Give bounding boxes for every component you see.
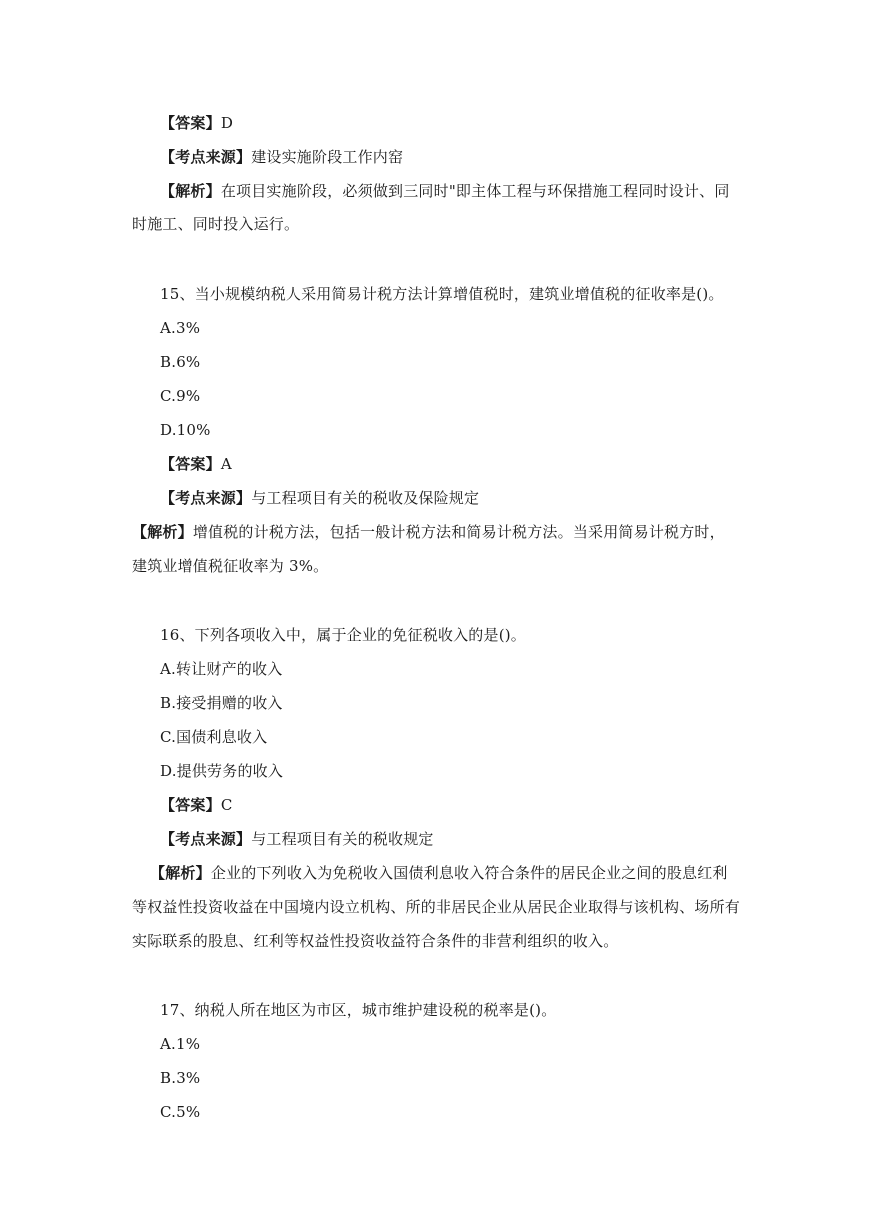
q17-option-b: B.3% xyxy=(160,1069,201,1087)
source-value: 建设实施阶段工作内窑 xyxy=(251,148,404,166)
q16-analysis-line-2: 等权益性投资收益在中国境内设立机构、所的非居民企业从居民企业取得与该机构、场所有 xyxy=(132,898,741,916)
q15-option-a: A.3% xyxy=(160,319,201,337)
analysis-tag: 【解析】 xyxy=(150,864,211,882)
q15-answer-line xyxy=(160,454,232,474)
answer-value: C xyxy=(220,796,233,814)
q16-option-a: A.转让财产的收入 xyxy=(160,660,283,678)
q16-analysis-line-3: 实际联系的股息、红利等权益性投资收益符合条件的非营利组织的收入。 xyxy=(132,932,619,950)
analysis-text: 在项目实施阶段，必须做到三同时"即主体工程与环保措施工程同时设计、同 xyxy=(220,182,730,200)
q16-answer-line xyxy=(160,795,233,815)
answer-value: A xyxy=(220,455,232,473)
q16-option-d: D.提供劳务的收入 xyxy=(160,762,284,780)
q16-option-c: C.国债利息收入 xyxy=(160,728,268,746)
q15-source-line xyxy=(160,488,479,508)
prev-answer-line xyxy=(160,113,233,133)
prev-analysis-line-1 xyxy=(160,181,730,201)
source-tag: 【考点来源】 xyxy=(160,830,252,848)
q16-analysis-line-1 xyxy=(150,863,728,883)
q17-option-a: A.1% xyxy=(160,1035,201,1053)
answer-tag: 【答案】 xyxy=(160,796,221,814)
analysis-tag: 【解析】 xyxy=(160,182,221,200)
answer-tag: 【答案】 xyxy=(160,455,221,473)
q15-analysis-line-1 xyxy=(132,522,725,542)
question-16-stem: 16、下列各项收入中，属于企业的免征税收入的是()。 xyxy=(160,626,526,644)
source-value: 与工程项目有关的税收规定 xyxy=(251,830,434,848)
q15-option-b: B.6% xyxy=(160,353,201,371)
question-17-stem: 17、纳税人所在地区为市区，城市维护建设税的税率是()。 xyxy=(160,1001,557,1019)
q16-source-line xyxy=(160,829,434,849)
prev-analysis-line-2: 时施工、同时投入运行。 xyxy=(132,215,300,233)
q15-analysis-line-2: 建筑业增值税征收率为 3%。 xyxy=(132,557,329,575)
answer-value: D xyxy=(220,114,234,132)
source-value: 与工程项目有关的税收及保险规定 xyxy=(251,489,480,507)
q15-option-d: D.10% xyxy=(160,421,211,439)
prev-source-line xyxy=(160,147,403,167)
question-15-stem: 15、当小规模纳税人采用简易计税方法计算增值税时，建筑业增值税的征收率是()。 xyxy=(160,285,724,303)
q16-option-b: B.接受捐赠的收入 xyxy=(160,694,283,712)
source-tag: 【考点来源】 xyxy=(160,489,252,507)
analysis-text: 企业的下列收入为免税收入国债利息收入符合条件的居民企业之间的股息红利 xyxy=(210,864,728,882)
analysis-text: 增值税的计税方法，包括一般计税方法和简易计税方法。当采用简易计税方时， xyxy=(192,523,725,541)
q17-option-c: C.5% xyxy=(160,1103,201,1121)
q15-option-c: C.9% xyxy=(160,387,201,405)
source-tag: 【考点来源】 xyxy=(160,148,252,166)
answer-tag: 【答案】 xyxy=(160,114,221,132)
analysis-tag: 【解析】 xyxy=(132,523,193,541)
